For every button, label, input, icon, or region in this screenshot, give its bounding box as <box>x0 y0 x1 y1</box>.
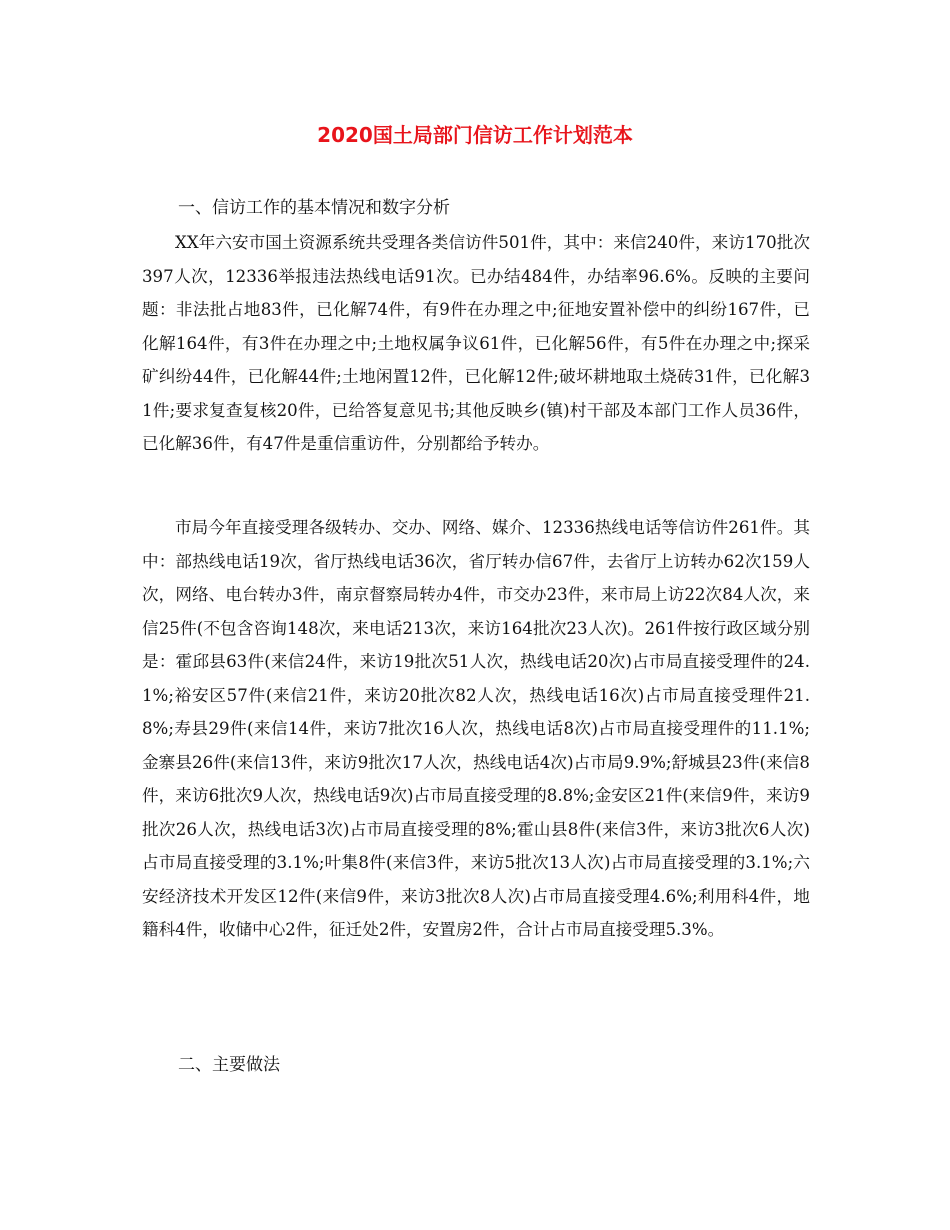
section-heading-main-practices: 二、主要做法 <box>178 1055 280 1075</box>
paragraph-statistics-overview: XX年六安市国土资源系统共受理各类信访件501件，其中：来信240件，来访170批次397人次，12336举报违法热线电话91次。已办结484件，办结率96.6%。反映的主要问题：非法批占地83件，已化解74件，有9件在办理之中;征地安置补偿中的纠纷167件，已化解164件，有3件在办理之中;土地权属争议61件，已化解56件，有5件在办理之中;探采矿纠纷44件，已化解44件;土地闲置12件，已化解12件;破坏耕地取土烧砖31件，已化解31件;要求复查复核20件，已给答复意见书;其他反映乡(镇)村干部及本部门工作人员36件，已化解36件，有47件是重信重访件，分别都给予转办。 <box>142 233 810 453</box>
paragraph-direct-cases: 市局今年直接受理各级转办、交办、网络、媒介、12336热线电话等信访件261件。其中：部热线电话19次，省厅热线电话36次，省厅转办信67件，去省厅上访转办62次159人次，网络、电台转办3件，南京督察局转办4件，市交办23件，来市局上访22次84人次，来信25件(不包含咨询148次，来电话213次，来访164批次23人次)。261件按行政区域分别是：霍邱县63件(来信24件，来访19批次51人次，热线电话20次)占市局直接受理件的24.1%;裕安区57件(来信21件，来访20批次82人次，热线电话16次)占市局直接受理件21.8%;寿县29件(来信14件，来访7批次16人次，热线电话8次)占市局直接受理件的11.1%;金寨县26件(来信13件，来访9批次17人次，热线电话4次)占市局9.9%;舒城县23件(来信8件，来访6批次9人次，热线电话9次)占市局直接受理的8.8%;金安区21件(来信9件，来访9批次26人次，热线电话3次)占市局直接受理的8%;霍山县8件(来信3件，来访3批次6人次)占市局直接受理的3.1%;叶集8件(来信3件，来访5批次13人次)占市局直接受理的3.1%;六安经济技术开发区12件(来信9件，来访3批次8人次)占市局直接受理4.6%;利用科4件，地籍科4件，收储中心2件，征迁处2件，安置房2件，合计占市局直接受理5.3%。 <box>142 518 810 939</box>
section-heading-basic-situation: 一、信访工作的基本情况和数字分析 <box>178 198 450 218</box>
document-title: 2020国土局部门信访工作计划范本 <box>317 123 633 147</box>
